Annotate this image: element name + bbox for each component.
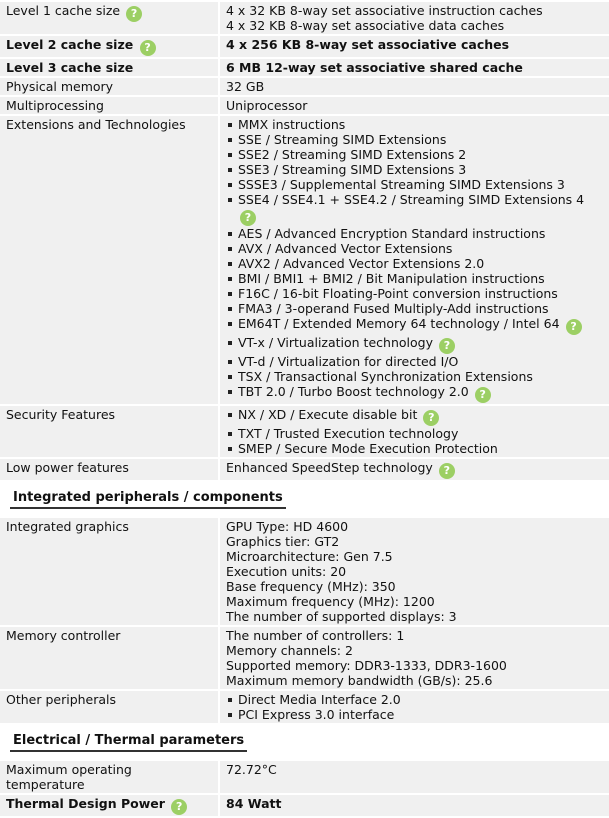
integrated-graphics-label: Integrated graphics (0, 518, 220, 625)
memctl-line: The number of controllers: 1 (226, 628, 405, 643)
list-item: AES / Advanced Encryption Standard instructions (238, 226, 603, 241)
list-item: PCI Express 3.0 interface (238, 707, 603, 722)
help-icon[interactable]: ? (439, 338, 455, 354)
low-power-label: Low power features (0, 459, 220, 480)
list-item: BMI / BMI1 + BMI2 / Bit Manipulation instructions (238, 271, 603, 286)
list-item: FMA3 / 3-operand Fused Multiply-Add instructions (238, 301, 603, 316)
l1-cache-label: Level 1 cache size (6, 3, 121, 18)
row-tdp (0, 795, 609, 816)
l2-cache-label: Level 2 cache size (6, 37, 134, 52)
row-memory-controller (0, 627, 609, 689)
help-icon[interactable]: ? (240, 210, 256, 226)
max-temperature-value: 72.72°C (220, 761, 609, 793)
list-item: VT-d / Virtualization for directed I/O (238, 354, 603, 369)
memctl-line: Supported memory: DDR3-1333, DDR3-1600 (226, 658, 507, 673)
l3-cache-value: 6 MB 12-way set associative shared cache (220, 59, 609, 76)
tdp-label: Thermal Design Power (6, 796, 165, 811)
row-security (0, 406, 609, 457)
graphics-line: Base frequency (MHz): 350 (226, 579, 396, 594)
memctl-line: Maximum memory bandwidth (GB/s): 25.6 (226, 673, 493, 688)
row-low-power (0, 459, 609, 480)
list-item: TSX / Transactional Synchronization Extensions (238, 369, 603, 384)
graphics-line: Maximum frequency (MHz): 1200 (226, 594, 435, 609)
list-item: TXT / Trusted Execution technology (238, 426, 603, 441)
max-temperature-label: Maximum operating temperature (0, 761, 220, 793)
list-item: AVX2 / Advanced Vector Extensions 2.0 (238, 256, 603, 271)
list-item: SMEP / Secure Mode Execution Protection (238, 441, 603, 456)
list-item: AVX / Advanced Vector Extensions (238, 241, 603, 256)
extensions-list (226, 117, 603, 403)
graphics-line: The number of supported displays: 3 (226, 609, 457, 624)
other-peripherals-label: Other peripherals (0, 691, 220, 723)
row-extensions (0, 116, 609, 404)
help-icon[interactable]: ? (475, 387, 491, 403)
extensions-label: Extensions and Technologies (0, 116, 220, 404)
physical-memory-value: 32 GB (220, 78, 609, 95)
list-item: SSE / Streaming SIMD Extensions (238, 132, 603, 147)
list-item: VT-x / Virtualization technology ? (238, 335, 603, 354)
row-l3-cache (0, 59, 609, 76)
security-label: Security Features (0, 406, 220, 457)
row-physical-memory (0, 78, 609, 95)
l1-cache-instruction: 4 x 32 KB 8-way set associative instruction caches (226, 3, 543, 18)
graphics-line: Graphics tier: GT2 (226, 534, 340, 549)
list-item: Direct Media Interface 2.0 (238, 692, 603, 707)
list-item: F16C / 16-bit Floating-Point conversion instructions (238, 286, 603, 301)
help-icon[interactable]: ? (439, 463, 455, 479)
help-icon[interactable]: ? (140, 40, 156, 56)
other-peripherals-list (226, 692, 603, 722)
tdp-value: 84 Watt (220, 795, 609, 816)
l1-cache-data: 4 x 32 KB 8-way set associative data caches (226, 18, 505, 33)
low-power-value: Enhanced SpeedStep technology (226, 460, 433, 475)
l3-cache-label: Level 3 cache size (0, 59, 220, 76)
help-icon[interactable]: ? (126, 6, 142, 22)
graphics-line: Microarchitecture: Gen 7.5 (226, 549, 393, 564)
row-multiprocessing (0, 97, 609, 114)
list-item: SSE3 / Streaming SIMD Extensions 3 (238, 162, 603, 177)
electrical-table (0, 759, 609, 818)
row-integrated-graphics (0, 518, 609, 625)
graphics-line: Execution units: 20 (226, 564, 347, 579)
multiprocessing-label: Multiprocessing (0, 97, 220, 114)
list-item: SSE4 / SSE4.1 + SSE4.2 / Streaming SIMD Extensions 4 ? (238, 192, 603, 226)
row-l2-cache (0, 36, 609, 57)
physical-memory-label: Physical memory (0, 78, 220, 95)
list-item: NX / XD / Execute disable bit ? (238, 407, 603, 426)
list-item: TBT 2.0 / Turbo Boost technology 2.0 ? (238, 384, 603, 403)
security-list (226, 407, 603, 456)
row-max-temperature (0, 761, 609, 793)
section-title-electrical: Electrical / Thermal parameters (10, 733, 247, 752)
graphics-line: GPU Type: HD 4600 (226, 519, 349, 534)
help-icon[interactable]: ? (171, 799, 187, 815)
memory-controller-label: Memory controller (0, 627, 220, 689)
memctl-line: Memory channels: 2 (226, 643, 353, 658)
peripherals-table (0, 516, 609, 725)
help-icon[interactable]: ? (423, 410, 439, 426)
list-item: EM64T / Extended Memory 64 technology / Intel 64 ? (238, 316, 603, 335)
row-other-peripherals (0, 691, 609, 723)
help-icon[interactable]: ? (566, 319, 582, 335)
list-item: SSE2 / Streaming SIMD Extensions 2 (238, 147, 603, 162)
section-title-peripherals: Integrated peripherals / components (10, 490, 286, 509)
list-item: SSSE3 / Supplemental Streaming SIMD Extensions 3 (238, 177, 603, 192)
row-l1-cache (0, 2, 609, 34)
list-item: MMX instructions (238, 117, 603, 132)
l2-cache-value: 4 x 256 KB 8-way set associative caches (220, 36, 609, 57)
multiprocessing-value: Uniprocessor (220, 97, 609, 114)
